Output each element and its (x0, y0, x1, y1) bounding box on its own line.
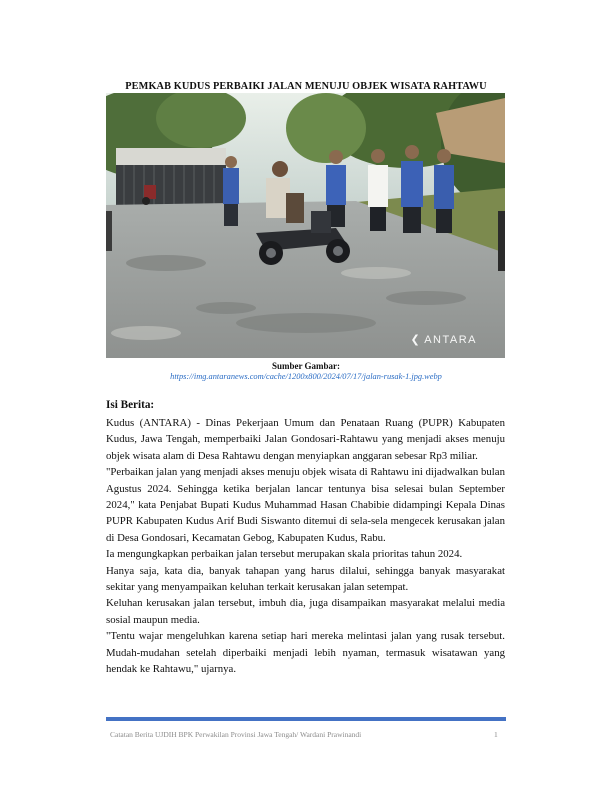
antara-logo-icon: ❮ (410, 334, 422, 346)
paragraph: "Perbaikan jalan yang menjadi akses menuju objek wisata di Rahtawu ini dijadwalkan bulan Agustus 2024. Sehingga ketika berjalan lancar tentunya bisa selesai bulan September 2024," kata Penjabat Bupati Kudus Muhammad Hasan Chabibie didampingi Kepala Dinas PUPR Kabupaten Kudus Arif Budi Siswanto ditemui di sela-sela mengecek kerusakan jalan di Desa Gondosari, Kecamatan Gebog, Kabupaten Kudus, Rabu. (106, 466, 505, 544)
paragraph: Hanya saja, kata dia, banyak tahapan yang harus dilalui, sehingga banyak masyarakat sekitar yang menyampaikan keluhan terkait kerusakan jalan setempat. (106, 564, 505, 594)
section-heading: Isi Berita: (106, 399, 155, 411)
road-inspection-illustration (106, 93, 505, 358)
page-number: 1 (494, 730, 498, 739)
paragraph: Kudus (ANTARA) - Dinas Pekerjaan Umum dan Penataan Ruang (PUPR) Kabupaten Kudus, Jawa Tengah, memperbaiki Jalan Gondosari-Rahtawu yang menjadi akses menuju objek wisata alam di Desa Rahtawu dengan menyiapkan anggaran sebesar Rp3 miliar. (106, 417, 505, 462)
paragraph: Ia mengungkapkan perbaikan jalan tersebut merupakan skala prioritas tahun 2024. (106, 548, 463, 561)
paragraph: Keluhan kerusakan jalan tersebut, imbuh dia, juga disampaikan masyarakat melalui media sosial maupun media. (106, 597, 505, 626)
article-body (106, 415, 505, 678)
news-photo (106, 93, 505, 358)
document-title: PEMKAB KUDUS PERBAIKI JALAN MENUJU OBJEK WISATA RAHTAWU (125, 81, 487, 92)
antara-watermark (410, 333, 477, 346)
image-source-label: Sumber Gambar: (271, 361, 341, 371)
footer-text: Catatan Berita UJDIH BPK Perwakilan Provinsi Jawa Tengah/ Wardani Prawinandi (110, 730, 362, 739)
paragraph: "Tentu wajar mengeluhkan karena setiap hari mereka melintasi jalan yang rusak tersebut. Mudah-mudahan setelah diperbaiki menjadi lebih nyaman, termasuk wisatawan yang hendak ke Rahtawu," ujarnya. (106, 630, 505, 676)
footer-divider (106, 717, 506, 721)
antara-watermark-text: ANTARA (424, 333, 477, 346)
image-source-link[interactable]: https://img.antaranews.com/cache/1200x800/2024/07/17/jalan-rusak-1.jpg.webp (170, 372, 442, 381)
